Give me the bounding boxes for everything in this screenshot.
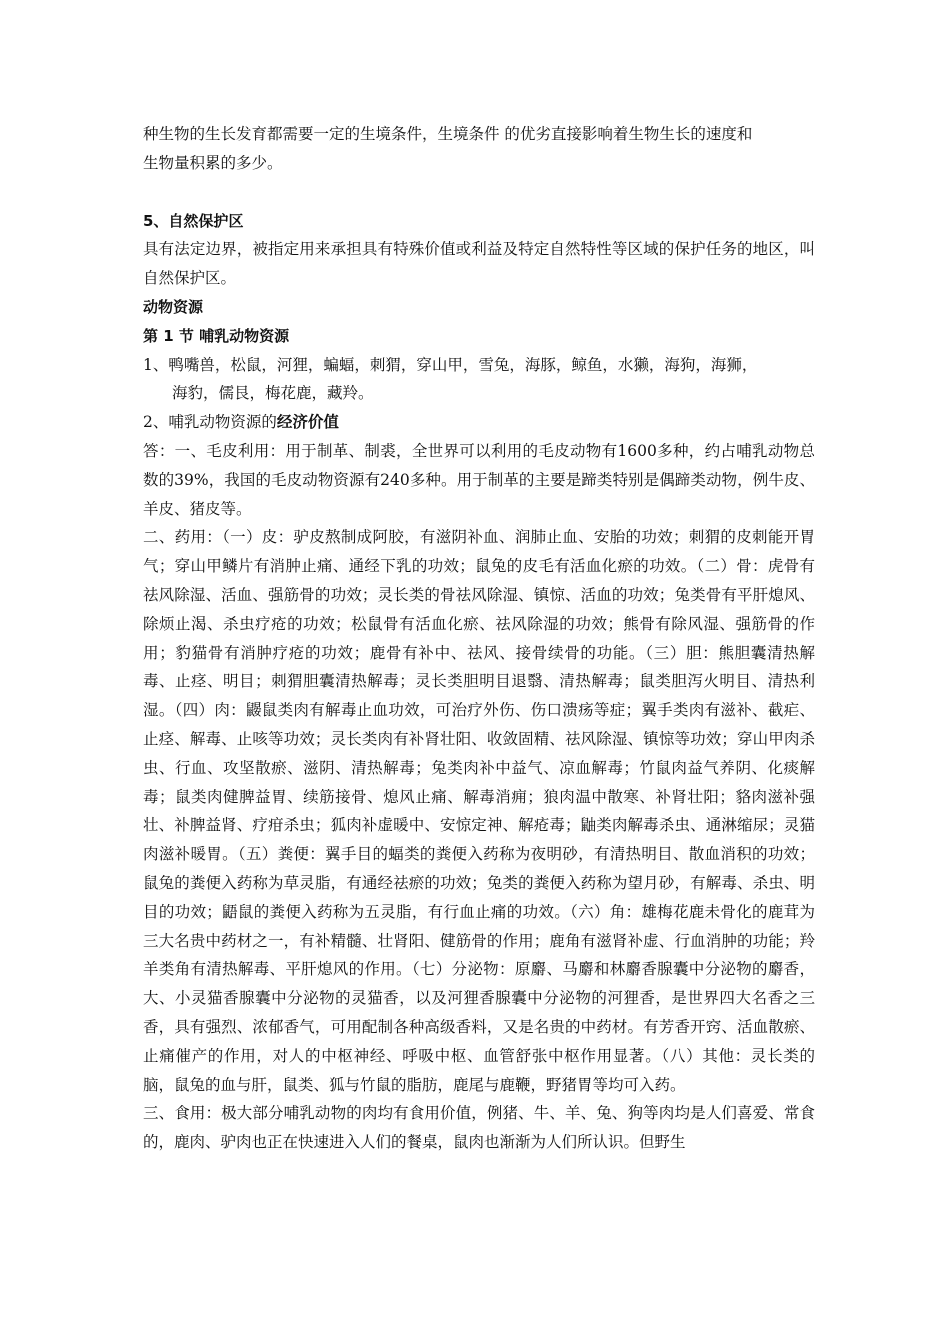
medicinal-use-paragraph: 二、药用：（一）皮：驴皮熬制成阿胶，有滋阴补血、润肺止血、安胎的功效；刺猬的皮刺能开胃气；穿山甲鳞片有消肿止痛、通经下乳的功效；鼠兔的皮毛有活血化瘀的功效。（二）骨：虎骨有祛风除湿、活血、强筋骨的功效；灵长类的骨祛风除湿、镇惊、活血的功效；兔类骨有平肝熄风、除烦止渴、杀虫疗疮的功效；松鼠骨有活血化瘀、祛风除湿的功效；熊骨有除风湿、强筋骨的作用；豹猫骨有消肿疗疮的功效；鹿骨有补中、祛风、接骨续骨的功能。（三）胆：熊胆囊清热解毒、止痉、明目；刺猬胆囊清热解毒；灵长类胆明目退翳、清热解毒；鼠类胆泻火明目、清热利湿。（四）肉：鼹鼠类肉有解毒止血功效，可治疗外伤、伤口溃疡等症；翼手类肉有滋补、截疟、止痉、解毒、止咳等功效；灵长类肉有补肾壮阳、收敛固精、祛风除湿、镇惊等功效；穿山甲肉杀虫、行血、攻坚散瘀、滋阴、清热解毒；兔类肉补中益气、凉血解毒；竹鼠肉益气养阴、化痰解毒；鼠类肉健脾益胃、续筋接骨、熄风止痛、解毒消痈；狼肉温中散寒、补肾壮阳；貉肉滋补强壮、补脾益肾、疗疳杀虫；狐肉补虚暖中、安惊定神、解疮毒；鼬类肉解毒杀虫、通淋缩尿；灵猫肉滋补暖胃。（五）粪便：翼手目的蝠类的粪便入药称为夜明砂，有清热明目、散血消积的功效；鼠兔的粪便入药称为草灵脂，有通经祛瘀的功效；兔类的粪便入药称为望月砂，有解毒、杀虫、明目的功效；鼯鼠的粪便入药称为五灵脂，有行血止痛的功效。（六）角：雄梅花鹿未骨化的鹿茸为三大名贵中药材之一，有补精髓、壮肾阳、健筋骨的作用；鹿角有滋肾补虚、行血消肿的功能；羚羊类角有清热解毒、平肝熄风的作用。（七）分泌物：原麝、马麝和林麝香腺囊中分泌物的麝香，大、小灵猫香腺囊中分泌物的灵猫香，以及河狸香腺囊中分泌物的河狸香，是世界四大名香之三香，具有强烈、浓郁香气，可用配制各种高级香料，又是名贵的中药材。有芳香开窍、活血散瘀、止痛催产的作用，对人的中枢神经、呼吸中枢、血管舒张中枢作用显著。（八）其他：灵长类的脑，鼠兔的血与肝，鼠类、狐与竹鼠的脂肪，鹿尾与鹿鞭，野猪胃等均可入药。 (143, 528, 815, 1094)
intro-paragraph (143, 120, 815, 178)
question-keyword: 经济价值 (276, 413, 339, 432)
mammal-list-item (143, 351, 815, 409)
mammal-list-line-2: 海豹，儒艮，梅花鹿，藏羚。 (172, 384, 374, 403)
section-5-heading: 5、自然保护区 (143, 211, 244, 230)
section-5-text: 具有法定边界，被指定用来承担具有特殊价值或利益及特定自然特性等区域的保护任务的地区，叫自然保护区。 (143, 240, 815, 288)
fur-use-paragraph: 答：一、毛皮利用：用于制革、制裘，全世界可以利用的毛皮动物有1600多种，约占哺乳动物总数的39%，我国的毛皮动物资源有240多种。用于制革的主要是蹄类特别是偶蹄类动物，例牛皮、羊皮、猪皮等。 (143, 441, 815, 518)
animal-resources-heading: 动物资源 (143, 297, 204, 316)
document-page (143, 120, 815, 1157)
mammal-list-line-1: 1、鸭嘴兽，松鼠，河狸，蝙蝠，刺猬，穿山甲，雪兔，海豚，鲸鱼，水獭，海狗，海狮， (143, 355, 758, 374)
food-use-paragraph: 三、食用：极大部分哺乳动物的肉均有食用价值，例猪、牛、羊、兔、狗等肉均是人们喜爱、常食的，鹿肉、驴肉也正在快速进入人们的餐桌，鼠肉也渐渐为人们所认识。但野生 (143, 1104, 815, 1152)
spacer (143, 178, 815, 207)
question-prefix: 2、哺乳动物资源的 (143, 413, 277, 432)
intro-line-2: 生物量积累的多少。 (143, 153, 283, 172)
intro-line-1: 种生物的生长发育都需要一定的生境条件，生境条件 的优劣直接影响着生物生长的速度和 (143, 125, 753, 143)
economic-value-question (143, 408, 815, 437)
chapter-heading: 第 1 节 哺乳动物资源 (143, 326, 290, 345)
